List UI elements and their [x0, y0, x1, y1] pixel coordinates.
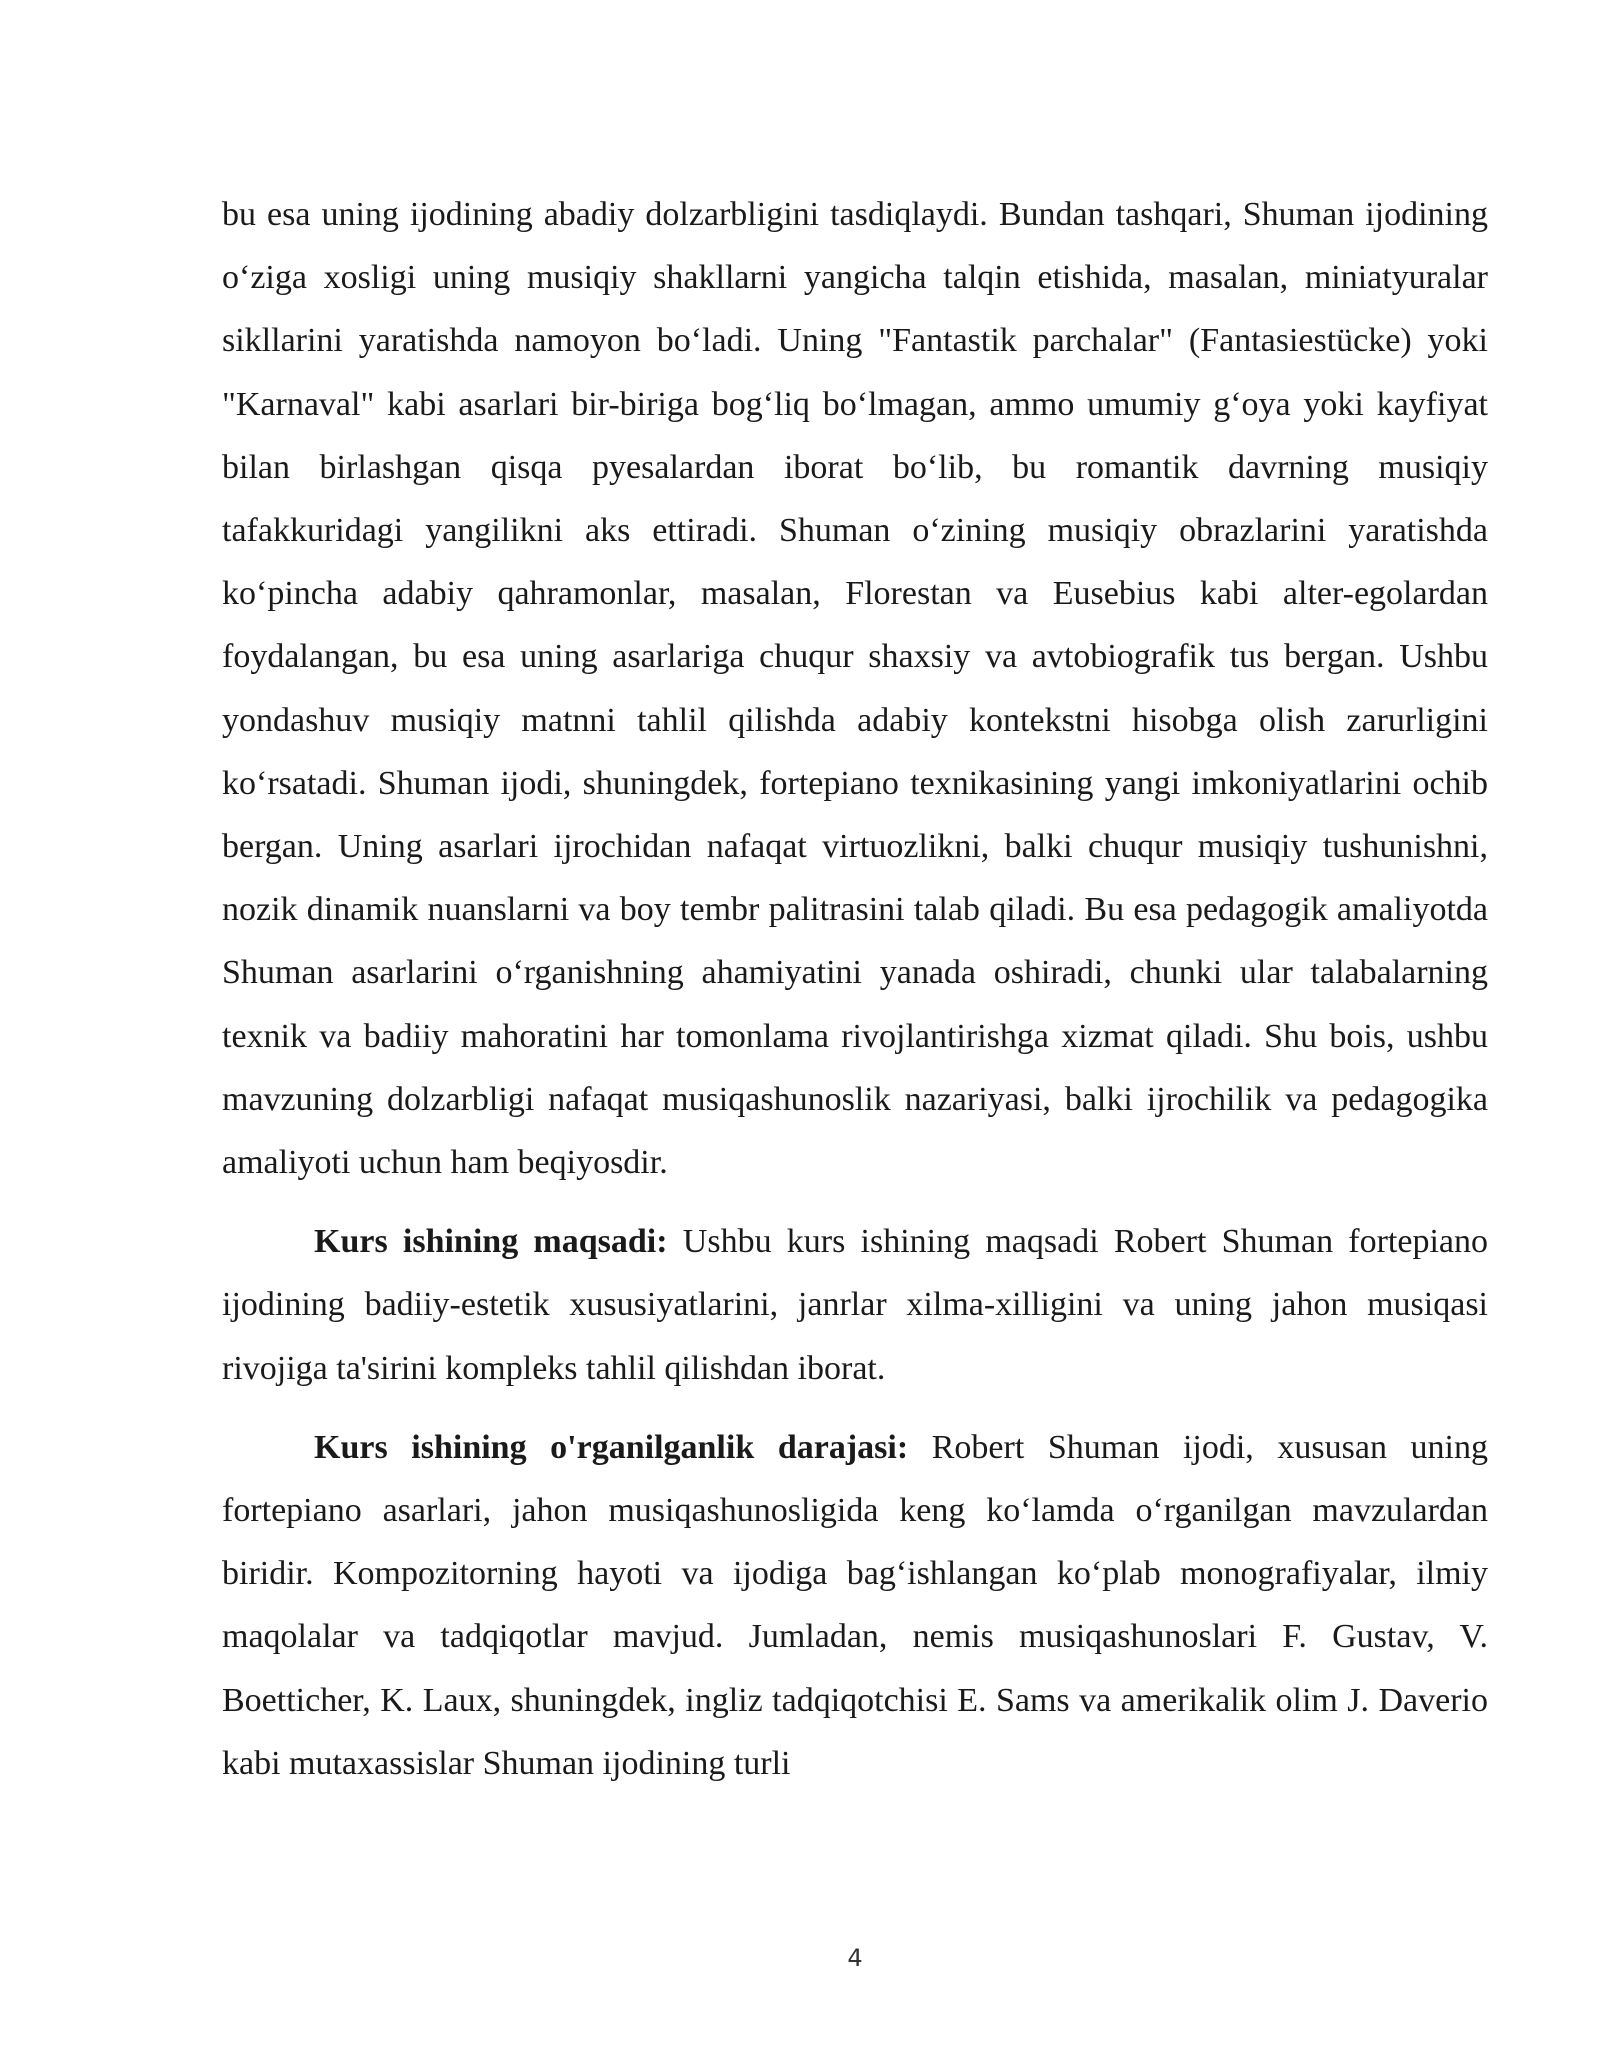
paragraph-text: Robert Shuman ijodi, xususan uning fortepiano asarlari, jahon musiqashunosligida keng ko‘lamda o‘rganilgan mavzulardan biridir. Kompozitorning hayoti va ijodiga bag‘ishlangan ko‘plab monografiyalar, ilmiy maqolalar va tadqiqotlar mavjud. Jumladan, nemis musiqashunoslari F. Gustav, V. Boetticher, K. Laux, shuningdek, ingliz tadqiqotchisi E. Sams va amerikalik olim J. Daverio kabi mutaxassislar Shuman ijodining turli: [222, 1428, 1488, 1782]
paragraph-text: bu esa uning ijodining abadiy dolzarbligini tasdiqlaydi. Bundan tashqari, Shuman ijodining o‘ziga xosligi uning musiqiy shakllarni yangicha talqin etishida, masalan, miniatyuralar sikllarini yaratishda namoyon bo‘ladi. Uning "Fantastik parchalar" (Fantasiestücke) yoki "Karnaval" kabi asarlari bir-biriga bog‘liq bo‘lmagan, ammo umumiy g‘oya yoki kayfiyat bilan birlashgan qisqa pyesalardan iborat bo‘lib, bu romantik davrning musiqiy tafakkuridagi yangilikni aks ettiradi. Shuman o‘zining musiqiy obrazlarini yaratishda ko‘pincha adabiy qahramonlar, masalan, Florestan va Eusebius kabi alter-egolardan foydalangan, bu esa uning asarlariga chuqur shaxsiy va avtobiografik tus bergan. Ushbu yondashuv musiqiy matnni tahlil qilishda adabiy kontekstni hisobga olish zarurligini ko‘rsatadi. Shuman ijodi, shuningdek, fortepiano texnikasining yangi imkoniyatlarini ochib bergan. Uning asarlari ijrochidan nafaqat virtuozlikni, balki chuqur musiqiy tushunishni, nozik dinamik nuanslarni va boy tembr palitrasini talab qiladi. Bu esa pedagogik amaliyotda Shuman asarlarini o‘rganishning ahamiyatini yanada oshiradi, chunki ular talabalarning texnik va badiiy mahoratini har tomonlama rivojlantirishga xizmat qiladi. Shu bois, ushbu mavzuning dolzarbligi nafaqat musiqashunoslik nazariyasi, balki ijrochilik va pedagogika amaliyoti uchun ham beqiyosdir.: [222, 196, 1488, 1182]
paragraph-study-level: [222, 1416, 1488, 1795]
body-text: [222, 183, 1488, 1795]
page-number: 4: [847, 1944, 863, 1972]
paragraph-heading: Kurs ishining maqsadi:: [314, 1223, 668, 1261]
paragraph-goal: [222, 1210, 1488, 1400]
paragraph-relevance: [222, 183, 1488, 1194]
paragraph-text: Ushbu kurs ishining maqsadi Robert Shuman fortepiano ijodining badiiy-estetik xususiyatlarini, janrlar xilma-xilligini va uning jahon musiqasi rivojiga ta'sirini kompleks tahlil qilishdan iborat.: [222, 1223, 1488, 1387]
paragraph-heading: Kurs ishining o'rganilganlik darajasi:: [314, 1428, 909, 1466]
